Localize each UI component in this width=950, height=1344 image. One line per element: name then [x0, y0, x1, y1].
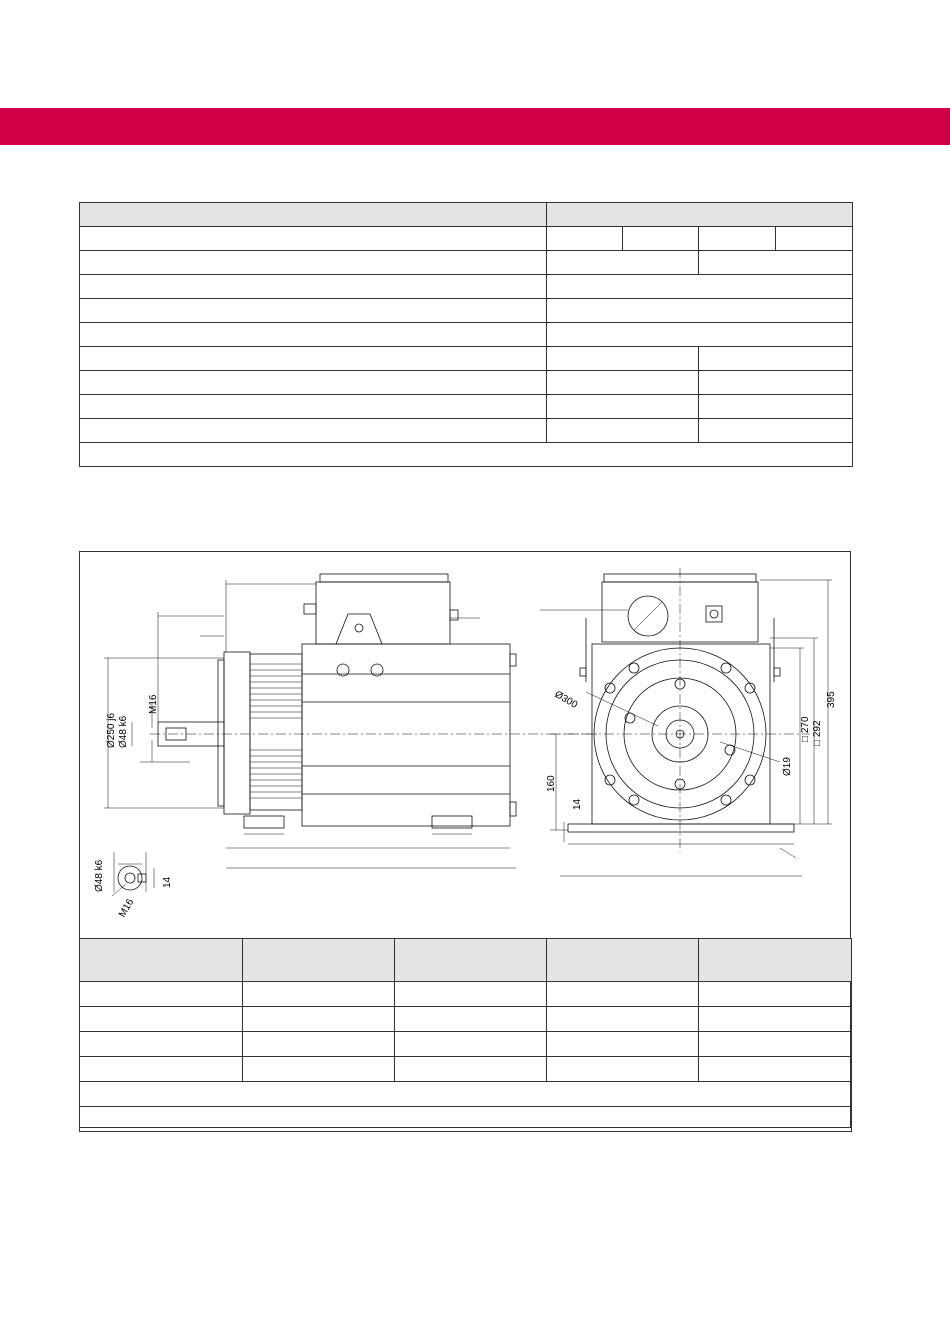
table-footnote-row — [80, 443, 853, 467]
label-sq270: □ 270 — [800, 716, 811, 742]
label-h160: 160 — [546, 775, 557, 792]
label-h395: 395 — [826, 691, 837, 708]
label-d48-detail: Ø48 k6 — [94, 859, 105, 892]
label-h14: 14 — [572, 798, 583, 810]
label-d48-side: Ø48 k6 — [118, 715, 129, 748]
terminal-box — [316, 582, 450, 644]
label-d300: Ø300 — [552, 689, 580, 711]
table-row — [80, 982, 852, 1007]
table-row — [80, 275, 853, 299]
label-m16-side: M16 — [148, 694, 159, 714]
spec-table — [79, 202, 853, 467]
front-view — [540, 568, 837, 876]
side-view — [104, 574, 600, 868]
table-row — [80, 1032, 852, 1057]
motor-housing — [302, 644, 510, 826]
label-m16-detail: M16 — [117, 897, 137, 920]
table-row — [80, 251, 853, 275]
table-row — [80, 347, 853, 371]
spec-table-header — [80, 203, 853, 227]
label-d19: Ø19 — [782, 757, 793, 776]
table-row — [80, 395, 853, 419]
table-row — [80, 371, 853, 395]
shaft-end-detail — [94, 852, 173, 920]
motor-dimension-drawing — [80, 552, 850, 938]
table-row — [80, 227, 853, 251]
dimension-table-header — [80, 939, 852, 982]
label-w14-detail: 14 — [162, 876, 173, 888]
dimension-table — [79, 938, 852, 1132]
flange — [224, 652, 250, 814]
table-row — [80, 1007, 852, 1032]
cooling-fins — [250, 654, 302, 810]
table-footnote-row — [80, 1082, 852, 1107]
header-banner — [0, 108, 950, 145]
table-row — [80, 299, 853, 323]
lifting-eye — [336, 614, 382, 644]
label-sq292: □ 292 — [812, 720, 823, 746]
table-footnote-row — [80, 1107, 852, 1132]
table-row — [80, 419, 853, 443]
table-row — [80, 323, 853, 347]
label-d250: Ø250 j6 — [106, 712, 117, 748]
table-row — [80, 1057, 852, 1082]
